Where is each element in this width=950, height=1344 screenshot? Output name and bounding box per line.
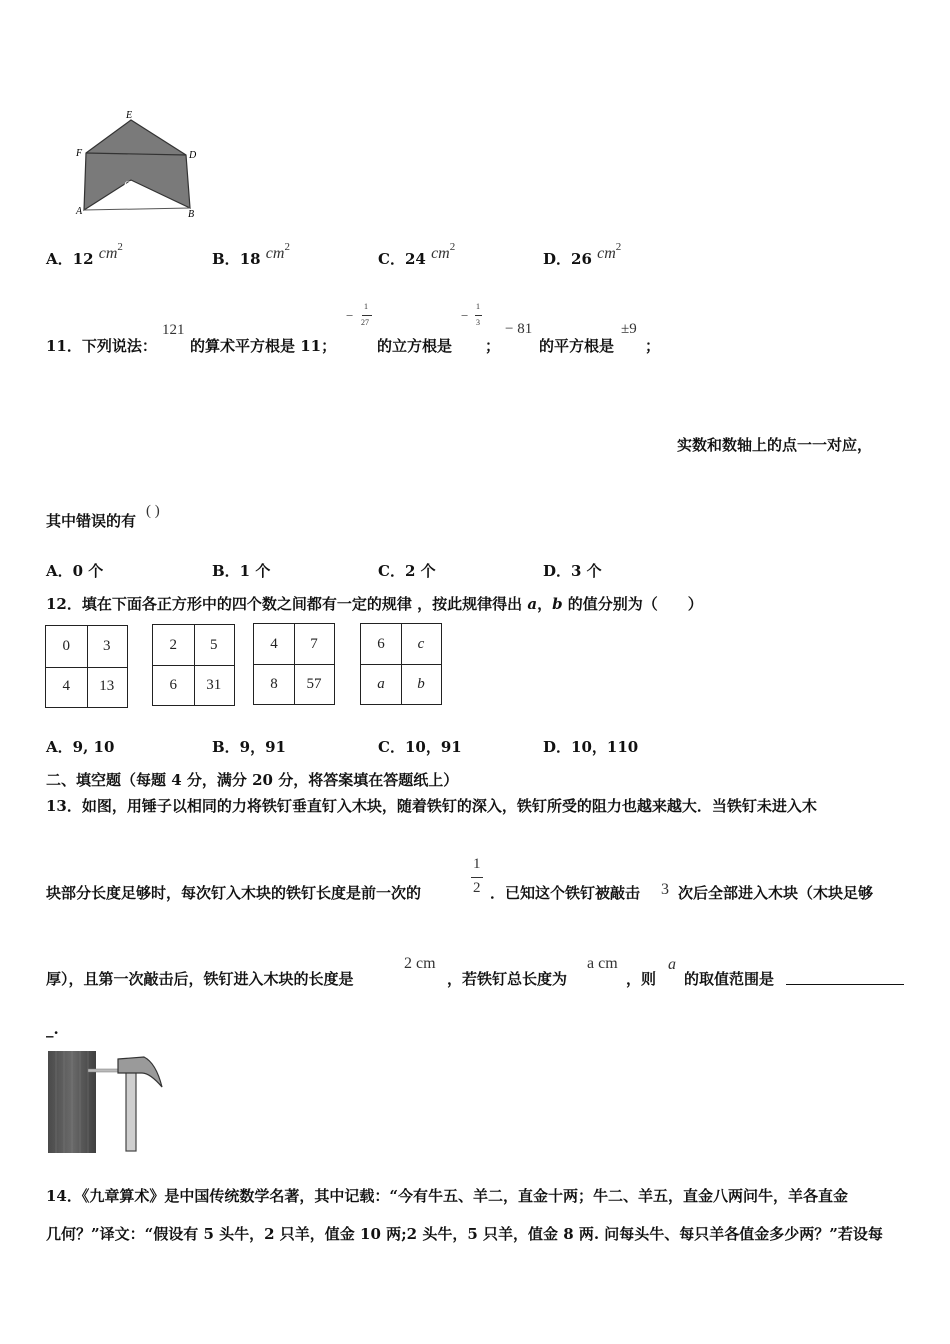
square-4-cell: a — [377, 675, 385, 692]
square-1-cell: 0 — [62, 637, 70, 654]
q11-line-2: 实数和数轴上的点一一对应， — [677, 436, 873, 454]
q14-line-2: 几何？”译文：“假设有 5 头牛，2 只羊，值金 10 两;2 头牛，5 只羊，值金 8 两. 问每头牛、每只羊各值金多少两？”若设每 — [46, 1225, 883, 1243]
square-3-cell: 7 — [310, 635, 318, 652]
q11-frac1-num: 1 — [364, 302, 368, 311]
q13-frac-den: 2 — [473, 880, 481, 896]
q12-option-b[interactable]: B．9，91 — [212, 738, 286, 756]
q11-text-1: 的算术平方根是 11； — [190, 337, 337, 355]
q11-frac2-den: 3 — [476, 318, 480, 327]
q11-end: ； — [645, 337, 661, 355]
square-1-cell: 13 — [99, 678, 115, 695]
q11-neg-2: − — [461, 308, 469, 323]
q13-line-1: 13．如图，用锤子以相同的力将铁钉垂直钉入木块，随着铁钉的深入，铁钉所受的阻力也越来越大．当铁钉未进入木 — [46, 797, 817, 815]
section-heading: 二、填空题（每题 4 分，满分 20 分，将答案填在答题纸上） — [46, 771, 459, 789]
square-4-cell: b — [417, 675, 425, 692]
q11-option-c[interactable]: C．2 个 — [378, 562, 436, 580]
q11-text-2: 的立方根是 — [377, 337, 453, 355]
q13-math-a: a — [668, 956, 676, 973]
q10-option-b[interactable]: B．18 $cm^2$ — [212, 241, 290, 268]
q11-text-3: 的平方根是 — [539, 337, 615, 355]
q13-line-2b: ．已知这个铁钉被敲击 — [490, 884, 641, 902]
label-a: A — [76, 206, 83, 217]
q11-neg-1: − — [346, 308, 354, 323]
q11-math-neg81: − 81 — [505, 321, 533, 337]
q13-num-3: 3 — [661, 881, 669, 898]
q11-line-3: 其中错误的有 — [46, 512, 137, 530]
square-1-cell: 3 — [103, 637, 111, 654]
square-2-cell: 5 — [210, 636, 218, 653]
number-square-4 — [360, 623, 442, 705]
q11-math-121: 121 — [162, 322, 185, 338]
q13-frac-bar — [471, 877, 483, 878]
q11-sep: ； — [485, 337, 501, 355]
square-4-cell: 6 — [377, 635, 385, 652]
label-f: F — [76, 148, 83, 159]
q11-frac1-den: 27 — [361, 318, 369, 327]
number-square-2 — [152, 624, 235, 706]
q13-line-4: _. — [46, 1020, 59, 1038]
square-3-cell: 57 — [306, 675, 322, 692]
hammer-wood-figure — [46, 1049, 166, 1155]
q10-option-c[interactable]: C．24 $cm^2$ — [378, 241, 456, 268]
hammer-head — [118, 1057, 162, 1087]
square-2-cell: 2 — [169, 636, 177, 653]
q13-line-2a: 块部分长度足够时，每次钉入木块的铁钉长度是前一次的 — [46, 884, 422, 902]
q13-math-2cm: 2 cm — [404, 955, 436, 972]
label-d: D — [189, 150, 197, 161]
square-2-cell: 6 — [169, 676, 177, 693]
q12-option-c[interactable]: C．10，91 — [378, 738, 462, 756]
q13-answer-blank[interactable] — [786, 970, 904, 985]
q13-math-acm: a cm — [587, 955, 618, 972]
shaded-region — [84, 120, 190, 210]
q11-frac1-bar — [362, 315, 372, 316]
q11-answer-paren[interactable]: ( ) — [146, 503, 160, 519]
square-2-cell: 31 — [206, 676, 222, 693]
q13-line-3b: ，若铁钉总长度为 — [447, 970, 568, 988]
label-e: E — [126, 110, 133, 121]
square-1-cell: 4 — [62, 678, 70, 695]
number-square-3 — [253, 623, 335, 705]
q10-option-d[interactable]: D．26 $cm^2$ — [543, 241, 622, 268]
q13-frac-num: 1 — [473, 856, 481, 872]
square-3-cell: 4 — [270, 635, 278, 652]
q11-math-pm9: ±9 — [621, 321, 637, 337]
q12-option-d[interactable]: D．10，110 — [543, 738, 639, 756]
q11-option-b[interactable]: B．1 个 — [212, 562, 271, 580]
q11-frac2-num: 1 — [476, 302, 480, 311]
q11-option-a[interactable]: A．0 个 — [46, 562, 104, 580]
q12-option-a[interactable]: A．9, 10 — [46, 738, 115, 756]
square-3-cell: 8 — [270, 675, 278, 692]
pentagon-figure — [74, 108, 206, 223]
q13-line-2c: 次后全部进入木块（木块足够 — [678, 884, 874, 902]
q13-line-3d: 的取值范围是 — [684, 970, 775, 988]
q13-line-3a: 厚），且第一次敲击后，铁钉进入木块的长度是 — [46, 970, 354, 988]
nail — [88, 1069, 122, 1072]
q11-frac2-bar — [475, 315, 482, 316]
label-c: C — [124, 180, 131, 191]
q13-line-3c: ，则 — [626, 970, 657, 988]
q12-stem: 12．填在下面各正方形中的四个数之间都有一定的规律 ，按此规律得出 a，b 的值分别为（ ） — [46, 595, 703, 613]
segment-ab — [84, 208, 190, 210]
label-b: B — [188, 209, 195, 220]
q11-option-d[interactable]: D．3 个 — [543, 562, 602, 580]
q10-option-a[interactable]: A．12 $cm^2$ — [46, 241, 123, 268]
q11-prefix: 11．下列说法： — [46, 337, 157, 355]
hammer-handle — [126, 1065, 136, 1151]
number-square-1 — [45, 625, 128, 708]
square-4-cell: c — [417, 635, 425, 652]
q14-line-1: 14．《九章算术》是中国传统数学名著，其中记载：“今有牛五、羊二，直金十两；牛二、羊五，直金八两问牛，羊各直金 — [46, 1187, 849, 1205]
